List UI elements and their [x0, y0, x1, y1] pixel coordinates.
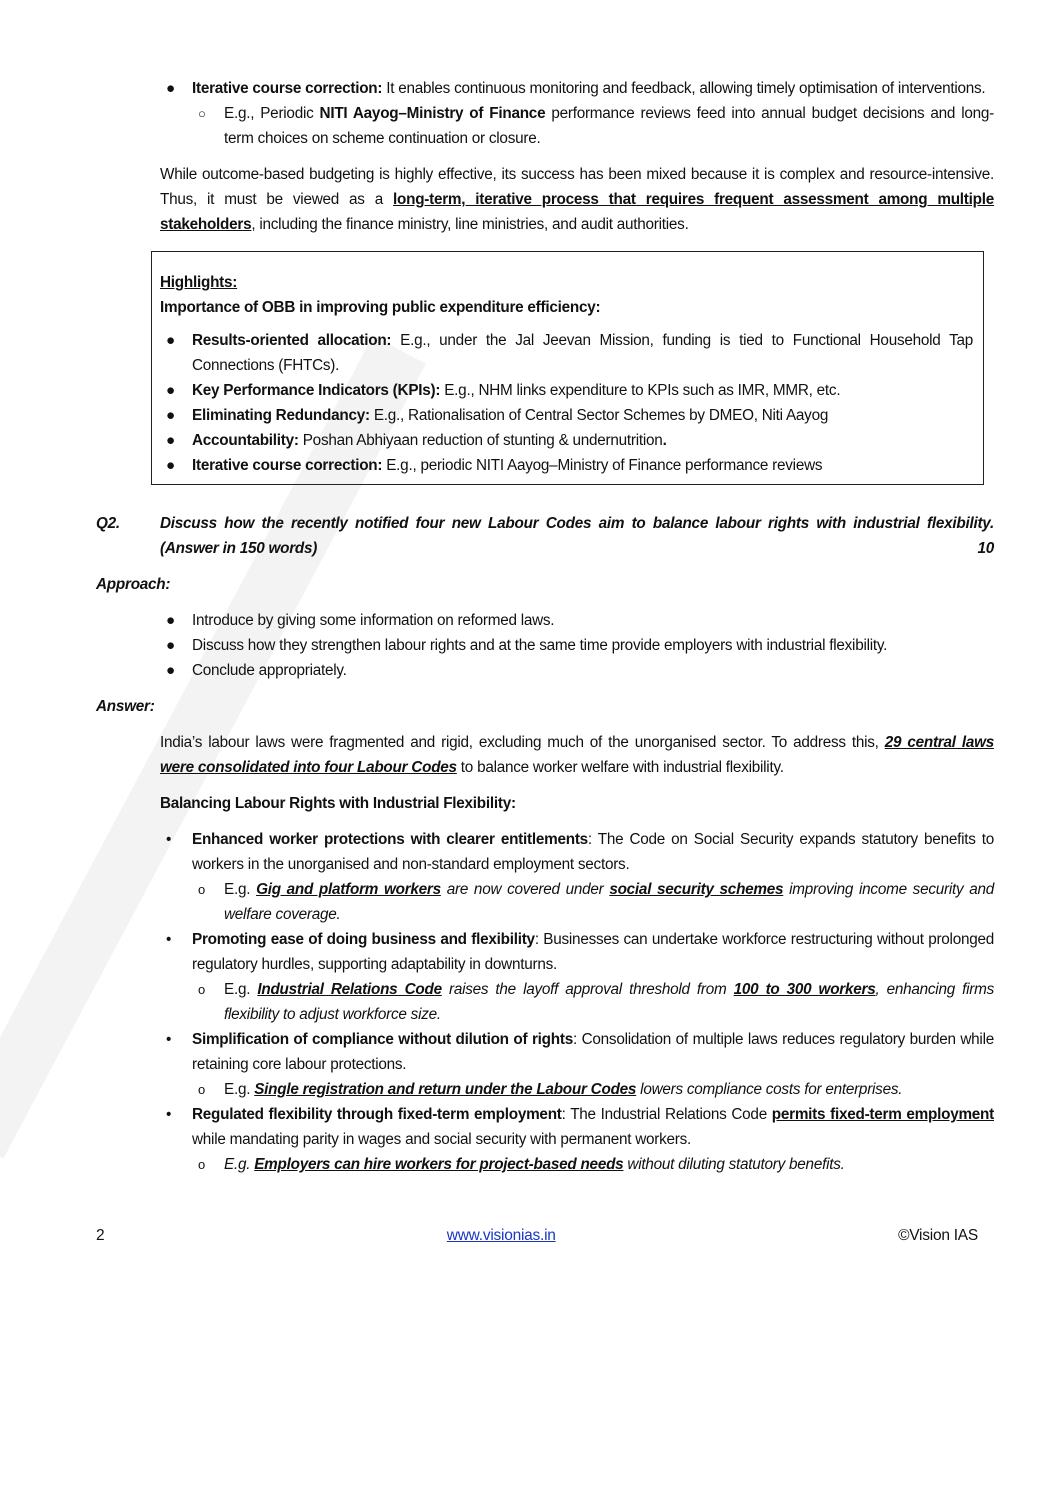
- list-item: [160, 76, 994, 101]
- bullet-icon: ●: [166, 432, 175, 449]
- text-run: social security schemes: [609, 881, 784, 898]
- bullet-icon: •: [166, 1031, 172, 1048]
- text-run: Iterative course correction:: [192, 457, 383, 474]
- text-run: E.g.: [224, 981, 258, 998]
- list-item: ● Discuss how they strengthen labour rights and at the same time provide employers with industrial flexibility.: [160, 633, 994, 658]
- text-run: to balance worker welfare with industrial flexibility.: [456, 759, 784, 776]
- list-item: [160, 827, 994, 877]
- question-number: Q2.: [96, 515, 120, 532]
- list-item: [160, 927, 994, 977]
- text-run: , including the finance ministry, line ministries, and audit authorities.: [251, 216, 689, 233]
- list-item: [160, 1027, 994, 1077]
- text-run: Employers can hire workers for project-based needs: [254, 1156, 624, 1173]
- question-text: [160, 511, 994, 561]
- bullet-icon: ●: [166, 332, 175, 349]
- bullet-icon: •: [166, 1106, 172, 1123]
- text-run: , enhancing firms flexibility to adjust workforce size.: [224, 981, 994, 1023]
- question-body: Discuss how the recently notified four new Labour Codes aim to balance labour rights with industrial flexibility. (Answer in 150 words): [160, 515, 994, 557]
- text-run: India’s labour laws were fragmented and rigid, excluding much of the unorganised sector. To address this,: [160, 734, 885, 751]
- list-item: [160, 328, 973, 378]
- text-run: Promoting ease of doing business and flexibility: [192, 931, 535, 948]
- sub-list-item: [192, 977, 994, 1027]
- bullet-icon: ●: [166, 80, 175, 97]
- text-run: E.g.: [224, 1156, 255, 1173]
- text-run: Simplification of compliance without dilution of rights: [192, 1031, 573, 1048]
- text-run: Regulated flexibility through fixed-term employment: [192, 1106, 562, 1123]
- text-run: Industrial Relations Code: [257, 981, 442, 998]
- circle-bullet-icon: o: [198, 982, 205, 997]
- text-run: While outcome-based budgeting is highly effective, its success has been mixed because it is complex and resource-intensive. Thus, it must be viewed as a: [160, 166, 994, 208]
- text-run: E.g., under the Jal Jeevan Mission, funding is tied to Functional Household Tap Connections (FHTCs).: [192, 332, 973, 374]
- text-run: Enhanced worker protections with clearer entitlements: [192, 831, 588, 848]
- text-run: E.g.: [224, 881, 257, 898]
- text-run: E.g., periodic NITI Aayog–Ministry of Finance performance reviews: [382, 457, 823, 474]
- section-heading: Balancing Labour Rights with Industrial Flexibility:: [160, 795, 516, 812]
- list-item: ● Conclude appropriately.: [160, 658, 994, 683]
- text-run: lowers compliance costs for enterprises.: [636, 1081, 903, 1098]
- conclusion-paragraph: [160, 162, 994, 237]
- highlights-box: [151, 251, 984, 485]
- sub-list-item: [192, 1152, 994, 1177]
- text-run: raises the layoff approval threshold from: [441, 981, 734, 998]
- sub-list-item: [192, 877, 994, 927]
- bullet-icon: ●: [166, 457, 175, 474]
- list-item: [160, 1102, 994, 1152]
- website-link[interactable]: www.visionias.in: [446, 1227, 556, 1244]
- list-item: [160, 428, 973, 453]
- circle-bullet-icon: o: [198, 1082, 205, 1097]
- question-row: [96, 511, 994, 561]
- top-bullet-block: [160, 76, 994, 151]
- text-run: : The Industrial Relations Code: [561, 1106, 772, 1123]
- text-run: : Businesses can undertake workforce restructuring without prolonged regulatory hurdles, supporting adaptability in downturns.: [192, 931, 994, 973]
- text-run: .: [662, 432, 667, 449]
- highlights-content: [160, 270, 973, 478]
- text-run: Accountability:: [192, 432, 299, 449]
- question-marks: 10: [977, 540, 994, 557]
- text-run: Single registration and return under the Labour Codes: [254, 1081, 637, 1098]
- circle-bullet-icon: o: [198, 882, 205, 897]
- text-run: E.g., NHM links expenditure to KPIs such as IMR, MMR, etc.: [440, 382, 841, 399]
- text-run: Eliminating Redundancy:: [192, 407, 370, 424]
- text-run: Key Performance Indicators (KPIs):: [192, 382, 441, 399]
- text-run: E.g.: [224, 1081, 255, 1098]
- text-run: Results-oriented allocation:: [192, 332, 392, 349]
- answer-label: Answer:: [96, 698, 155, 715]
- text-run: permits fixed-term employment: [771, 1106, 994, 1123]
- sub-list-item: [192, 101, 994, 151]
- text-run: E.g., Rationalisation of Central Sector Schemes by DMEO, Niti Aayog: [369, 407, 829, 424]
- list-item: ● Introduce by giving some information on reformed laws.: [160, 608, 994, 633]
- bullet-icon: ●: [166, 637, 175, 654]
- text-run: It enables continuous monitoring and feedback, allowing timely optimisation of interventions.: [382, 80, 986, 97]
- text-run: 29 central laws were consolidated into four Labour Codes: [160, 734, 995, 776]
- text-run: E.g., Periodic: [224, 105, 320, 122]
- answer-intro: [160, 730, 994, 780]
- highlights-title: Highlights:: [160, 274, 238, 291]
- page-number: 2: [96, 1227, 105, 1244]
- list-item: [160, 403, 973, 428]
- text-run: Poshan Abhiyaan reduction of stunting & undernutrition: [298, 432, 663, 449]
- list-item: [160, 378, 973, 403]
- bullet-icon: ●: [166, 382, 175, 399]
- page-footer: [0, 1207, 1058, 1277]
- approach-label: Approach:: [96, 576, 171, 593]
- text-run: are now covered under: [440, 881, 610, 898]
- text-run: improving income security and welfare coverage.: [224, 881, 994, 923]
- list-item: [160, 453, 973, 478]
- points-list: [160, 827, 994, 1177]
- text-run: while mandating parity in wages and social security with permanent workers.: [192, 1131, 692, 1148]
- text-run: : Consolidation of multiple laws reduces regulatory burden while retaining core labour protections.: [192, 1031, 994, 1073]
- text-run: long-term, iterative process that requires frequent assessment among multiple stakeholders: [160, 191, 994, 233]
- text-run: Gig and platform workers: [256, 881, 441, 898]
- bullet-icon: •: [166, 831, 172, 848]
- circle-bullet-icon: o: [198, 1157, 205, 1172]
- bullet-icon: ●: [166, 407, 175, 424]
- circle-bullet-icon: ○: [198, 106, 206, 121]
- bullet-icon: ●: [166, 662, 175, 679]
- bullet-icon: ●: [166, 612, 175, 629]
- sub-list-item: [192, 1077, 994, 1102]
- approach-list: [160, 608, 994, 683]
- text-run: Iterative course correction:: [192, 80, 383, 97]
- text-run: performance reviews feed into annual budget decisions and long-term choices on scheme continuation or closure.: [224, 105, 994, 147]
- text-run: : The Code on Social Security expands statutory benefits to workers in the unorganised and non-standard employment sectors.: [192, 831, 994, 873]
- text-run: without diluting statutory benefits.: [623, 1156, 845, 1173]
- highlights-subtitle: Importance of OBB in improving public expenditure efficiency:: [160, 299, 601, 316]
- text-run: 100 to 300 workers: [733, 981, 876, 998]
- text-run: NITI Aayog–Ministry of Finance: [319, 105, 546, 122]
- bullet-icon: •: [166, 931, 172, 948]
- copyright: ©Vision IAS: [898, 1227, 978, 1244]
